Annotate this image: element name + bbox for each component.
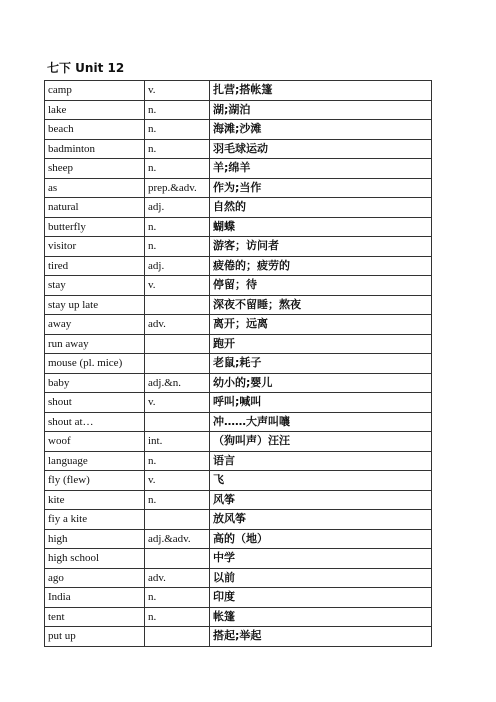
word-cell: butterfly	[45, 217, 145, 237]
part-of-speech-cell	[145, 295, 210, 315]
meaning-cell: 湖;湖泊	[210, 100, 432, 120]
meaning-cell: 印度	[210, 588, 432, 608]
meaning-cell: 帐篷	[210, 607, 432, 627]
table-row	[45, 432, 432, 452]
table-row	[45, 549, 432, 569]
table-row	[45, 334, 432, 354]
vocabulary-table-body	[45, 81, 432, 647]
word-cell: India	[45, 588, 145, 608]
meaning-cell: 羊;绵羊	[210, 159, 432, 179]
table-row	[45, 178, 432, 198]
meaning-cell: 老鼠;耗子	[210, 354, 432, 374]
table-row	[45, 295, 432, 315]
word-cell: woof	[45, 432, 145, 452]
part-of-speech-cell	[145, 412, 210, 432]
meaning-cell: 自然的	[210, 198, 432, 218]
meaning-cell: 搭起;举起	[210, 627, 432, 647]
part-of-speech-cell	[145, 354, 210, 374]
part-of-speech-cell: v.	[145, 81, 210, 101]
word-cell: fly (flew)	[45, 471, 145, 491]
table-row	[45, 568, 432, 588]
part-of-speech-cell	[145, 510, 210, 530]
word-cell: tent	[45, 607, 145, 627]
word-cell: high school	[45, 549, 145, 569]
meaning-cell: 放风筝	[210, 510, 432, 530]
table-row	[45, 159, 432, 179]
meaning-cell: 语言	[210, 451, 432, 471]
meaning-cell: 作为;当作	[210, 178, 432, 198]
word-cell: fiy a kite	[45, 510, 145, 530]
meaning-cell: 飞	[210, 471, 432, 491]
meaning-cell: 停留；待	[210, 276, 432, 296]
part-of-speech-cell: adj.&adv.	[145, 529, 210, 549]
word-cell: shout at…	[45, 412, 145, 432]
meaning-cell: 高的（地）	[210, 529, 432, 549]
part-of-speech-cell: n.	[145, 100, 210, 120]
part-of-speech-cell: n.	[145, 451, 210, 471]
part-of-speech-cell: n.	[145, 217, 210, 237]
meaning-cell: 呼叫;喊叫	[210, 393, 432, 413]
meaning-cell: （狗叫声）汪汪	[210, 432, 432, 452]
table-row	[45, 451, 432, 471]
table-row	[45, 490, 432, 510]
meaning-cell: 游客；访问者	[210, 237, 432, 257]
table-row	[45, 276, 432, 296]
part-of-speech-cell: n.	[145, 607, 210, 627]
meaning-cell: 离开；远离	[210, 315, 432, 335]
table-row	[45, 529, 432, 549]
part-of-speech-cell: n.	[145, 159, 210, 179]
vocabulary-table	[44, 80, 432, 647]
table-row	[45, 139, 432, 159]
part-of-speech-cell	[145, 334, 210, 354]
part-of-speech-cell: n.	[145, 490, 210, 510]
word-cell: as	[45, 178, 145, 198]
part-of-speech-cell: v.	[145, 393, 210, 413]
meaning-cell: 冲……大声叫嚷	[210, 412, 432, 432]
word-cell: language	[45, 451, 145, 471]
table-row	[45, 373, 432, 393]
part-of-speech-cell: n.	[145, 588, 210, 608]
part-of-speech-cell	[145, 549, 210, 569]
part-of-speech-cell: v.	[145, 276, 210, 296]
word-cell: baby	[45, 373, 145, 393]
table-row	[45, 627, 432, 647]
table-row	[45, 471, 432, 491]
word-cell: tired	[45, 256, 145, 276]
word-cell: stay	[45, 276, 145, 296]
meaning-cell: 羽毛球运动	[210, 139, 432, 159]
table-row	[45, 237, 432, 257]
part-of-speech-cell: v.	[145, 471, 210, 491]
meaning-cell: 疲倦的；疲劳的	[210, 256, 432, 276]
meaning-cell: 风筝	[210, 490, 432, 510]
word-cell: camp	[45, 81, 145, 101]
word-cell: ago	[45, 568, 145, 588]
table-row	[45, 607, 432, 627]
word-cell: shout	[45, 393, 145, 413]
meaning-cell: 扎营;搭帐篷	[210, 81, 432, 101]
part-of-speech-cell: int.	[145, 432, 210, 452]
word-cell: put up	[45, 627, 145, 647]
table-row	[45, 354, 432, 374]
meaning-cell: 跑开	[210, 334, 432, 354]
word-cell: mouse (pl. mice)	[45, 354, 145, 374]
part-of-speech-cell: adv.	[145, 315, 210, 335]
table-row	[45, 588, 432, 608]
meaning-cell: 深夜不留睡；熬夜	[210, 295, 432, 315]
table-row	[45, 198, 432, 218]
page-title: 七下 Unit 12	[47, 61, 125, 75]
meaning-cell: 中学	[210, 549, 432, 569]
table-row	[45, 510, 432, 530]
part-of-speech-cell: prep.&adv.	[145, 178, 210, 198]
table-row	[45, 120, 432, 140]
table-row	[45, 393, 432, 413]
word-cell: visitor	[45, 237, 145, 257]
part-of-speech-cell: adj.&n.	[145, 373, 210, 393]
part-of-speech-cell: adj.	[145, 256, 210, 276]
part-of-speech-cell: n.	[145, 120, 210, 140]
table-row	[45, 217, 432, 237]
meaning-cell: 蝴蝶	[210, 217, 432, 237]
table-row	[45, 81, 432, 101]
meaning-cell: 以前	[210, 568, 432, 588]
table-row	[45, 256, 432, 276]
part-of-speech-cell: adv.	[145, 568, 210, 588]
table-row	[45, 315, 432, 335]
table-row	[45, 100, 432, 120]
part-of-speech-cell: n.	[145, 237, 210, 257]
meaning-cell: 幼小的;婴儿	[210, 373, 432, 393]
word-cell: sheep	[45, 159, 145, 179]
meaning-cell: 海滩;沙滩	[210, 120, 432, 140]
word-cell: stay up late	[45, 295, 145, 315]
word-cell: natural	[45, 198, 145, 218]
part-of-speech-cell: n.	[145, 139, 210, 159]
table-row	[45, 412, 432, 432]
word-cell: away	[45, 315, 145, 335]
word-cell: kite	[45, 490, 145, 510]
part-of-speech-cell: adj.	[145, 198, 210, 218]
word-cell: beach	[45, 120, 145, 140]
word-cell: high	[45, 529, 145, 549]
word-cell: run away	[45, 334, 145, 354]
word-cell: lake	[45, 100, 145, 120]
word-cell: badminton	[45, 139, 145, 159]
part-of-speech-cell	[145, 627, 210, 647]
